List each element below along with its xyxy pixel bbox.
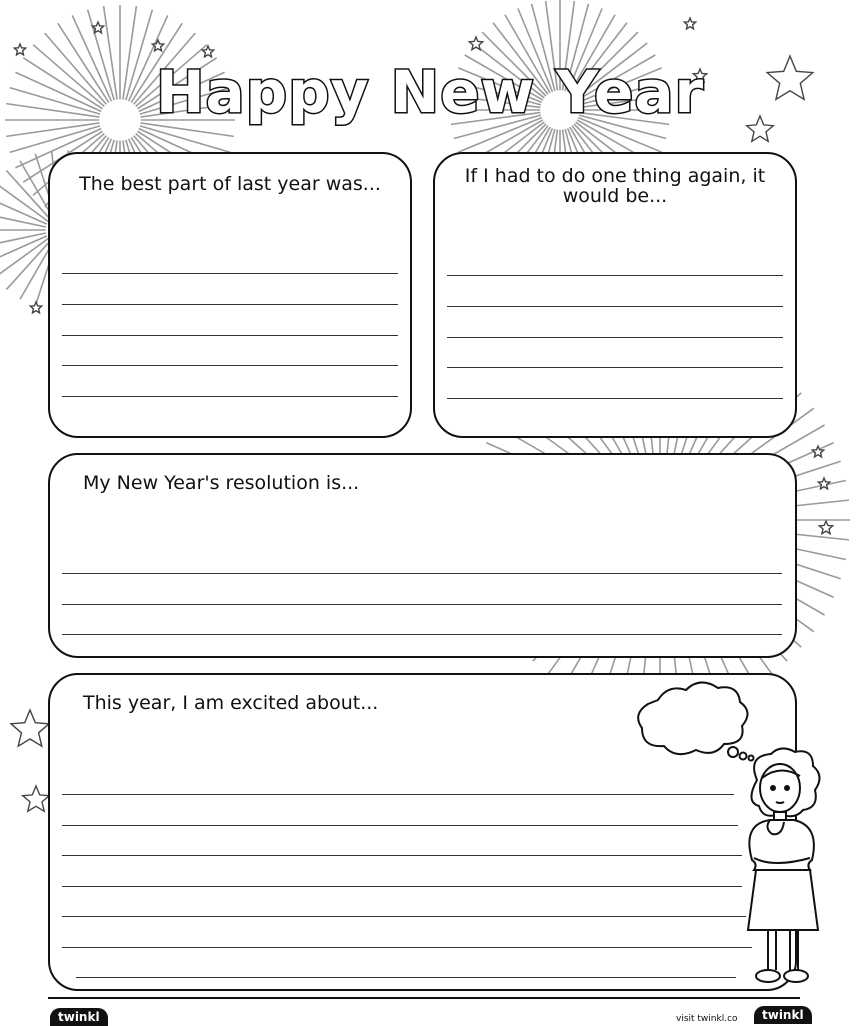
writing-line[interactable] [447, 398, 783, 399]
brand-logo-left: twinkl [50, 1008, 108, 1026]
writing-line[interactable] [62, 573, 782, 574]
worksheet-title: Happy New Year [155, 58, 705, 126]
writing-line[interactable] [62, 273, 398, 274]
thinking-child-illustration [630, 680, 830, 1000]
thought-bubble-icon [638, 682, 753, 760]
writing-line[interactable] [62, 634, 782, 635]
child-icon [748, 748, 820, 982]
writing-line[interactable] [62, 396, 398, 397]
do-again-prompt: If I had to do one thing again, it would be... [464, 165, 766, 207]
star-icon [819, 521, 832, 534]
writing-line[interactable] [62, 604, 782, 605]
writing-line[interactable] [62, 335, 398, 336]
star-icon [14, 44, 25, 55]
star-icon [818, 478, 829, 489]
large-star-icon [11, 710, 49, 746]
writing-line[interactable] [447, 337, 783, 338]
brand-logo-right: twinkl [754, 1006, 812, 1024]
resolution-prompt: My New Year's resolution is... [83, 472, 360, 494]
writing-line[interactable] [447, 306, 783, 307]
writing-line[interactable] [447, 367, 783, 368]
star-icon [469, 37, 482, 50]
footer-url: visit twinkl.co [676, 1014, 738, 1024]
star-icon [30, 302, 41, 313]
best-part-prompt: The best part of last year was... [79, 173, 381, 195]
large-star-icon [23, 786, 50, 811]
writing-line[interactable] [62, 304, 398, 305]
star-icon [152, 40, 163, 51]
excited-prompt: This year, I am excited about... [83, 692, 379, 714]
footer-rule [48, 997, 800, 999]
star-icon [684, 18, 695, 29]
writing-line[interactable] [447, 275, 783, 276]
writing-line[interactable] [62, 365, 398, 366]
